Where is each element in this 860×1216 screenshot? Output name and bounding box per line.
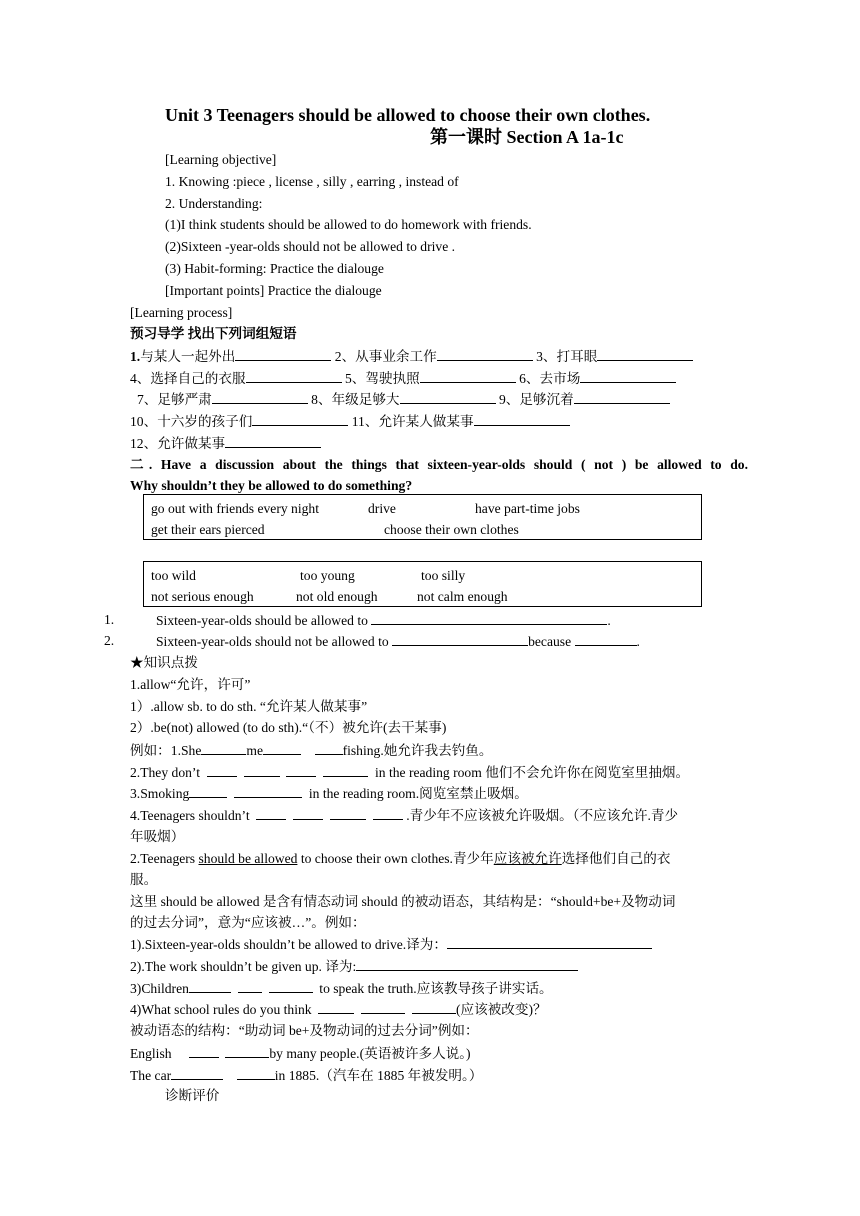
vocab-num: 3、 bbox=[536, 349, 557, 364]
translate-text: 2).The work shouldn’t be given up. 译为: bbox=[130, 959, 357, 974]
example-text: The car bbox=[130, 1068, 172, 1083]
preview-heading: 预习导学 找出下列词组短语 bbox=[130, 326, 297, 341]
point-2: 2）.be(not) allowed (to do sth).“（不）被允许(去干某事) bbox=[130, 720, 447, 735]
vocab-item: 允许做某事 bbox=[157, 436, 226, 451]
example-4-cont: 年吸烟） bbox=[130, 829, 185, 844]
translate-2 bbox=[130, 957, 578, 976]
explanation-2: 的过去分词”，意为“应该被…”。例如： bbox=[130, 915, 366, 930]
example-text: in the reading room.阅览室禁止吸烟。 bbox=[308, 786, 528, 801]
translate-text: 4)What school rules do you think bbox=[130, 1002, 312, 1017]
vocab-item: 去市场 bbox=[539, 371, 581, 386]
answer-blank[interactable] bbox=[256, 806, 286, 820]
translate-3 bbox=[130, 979, 553, 998]
sentence-2-num: 2. bbox=[104, 633, 115, 648]
vocab-num: 1. bbox=[130, 349, 141, 364]
sentence-1 bbox=[156, 611, 611, 630]
answer-blank[interactable] bbox=[412, 1000, 456, 1014]
page-subtitle: 第一课时 Section A 1a-1c bbox=[430, 127, 624, 147]
answer-blank[interactable] bbox=[574, 390, 670, 404]
example-text: 2.They don’t bbox=[130, 765, 200, 780]
reason-item: not serious enough bbox=[151, 589, 254, 604]
example-3 bbox=[130, 784, 528, 803]
objective-u3: (3) Habit-forming: Practice the dialouge bbox=[165, 261, 384, 276]
answer-blank[interactable] bbox=[447, 935, 652, 949]
answer-blank[interactable] bbox=[371, 611, 607, 625]
vocab-item: 允许某人做某事 bbox=[378, 414, 474, 429]
point-3 bbox=[130, 850, 670, 868]
answer-blank[interactable] bbox=[315, 741, 343, 755]
answer-blank[interactable] bbox=[400, 390, 496, 404]
example-2 bbox=[130, 763, 689, 782]
answer-blank[interactable] bbox=[474, 412, 570, 426]
vocab-row-5 bbox=[130, 434, 321, 453]
points-heading: ★知识点拨 bbox=[130, 655, 198, 670]
sentence-2-because: because bbox=[528, 634, 572, 649]
answer-blank[interactable] bbox=[252, 412, 348, 426]
answer-blank[interactable] bbox=[201, 741, 246, 755]
vocab-item: 选择自己的衣服 bbox=[150, 371, 246, 386]
page-title: Unit 3 Teenagers should be allowed to choose their own clothes. bbox=[165, 105, 651, 125]
example-4 bbox=[130, 806, 678, 825]
answer-blank[interactable] bbox=[323, 763, 368, 777]
objective-heading: [Learning objective] bbox=[165, 152, 277, 167]
translate-4 bbox=[130, 1000, 547, 1019]
translate-text: 3)Children bbox=[130, 981, 189, 996]
vocab-item: 打耳眼 bbox=[556, 349, 598, 364]
activity-item: choose their own clothes bbox=[384, 522, 519, 537]
point-3-text: 2.Teenagers bbox=[130, 851, 199, 866]
point-3-underline: should be allowed bbox=[198, 851, 298, 866]
example-text: fishing.她允许我去钓鱼。 bbox=[342, 743, 493, 758]
activity-item: have part-time jobs bbox=[475, 501, 580, 516]
translate-text: to speak the truth.应该教导孩子讲实话。 bbox=[319, 981, 553, 996]
vocab-num: 4、 bbox=[130, 371, 151, 386]
sentence-1-num: 1. bbox=[104, 612, 115, 627]
vocab-row-3 bbox=[137, 390, 670, 409]
reason-item: too young bbox=[300, 568, 355, 583]
answer-blank[interactable] bbox=[246, 369, 342, 383]
vocab-item: 从事业余工作 bbox=[355, 349, 437, 364]
answer-blank[interactable] bbox=[207, 763, 237, 777]
vocab-row-2 bbox=[130, 369, 676, 388]
point-3-underline: 应该被允许 bbox=[493, 851, 562, 866]
reason-item: too silly bbox=[421, 568, 466, 583]
activity-item: get their ears pierced bbox=[151, 522, 265, 537]
passive-structure: 被动语态的结构：“助动词 be+及物动词的过去分词”例如： bbox=[130, 1023, 479, 1038]
translate-text: 1).Sixteen-year-olds shouldn’t be allowed to drive.译为： bbox=[130, 937, 447, 952]
point-allow: 1.allow“允许，许可” bbox=[130, 677, 251, 692]
point-3-text: to choose their own clothes.青少年 bbox=[297, 851, 494, 866]
vocab-num: 7、 bbox=[137, 392, 158, 407]
example-text: .青少年不应该被允许吸烟。（不应该允许.青少 bbox=[406, 808, 679, 823]
answer-blank[interactable] bbox=[318, 1000, 354, 1014]
activity-item: go out with friends every night bbox=[151, 501, 320, 516]
vocab-num: 8、 bbox=[311, 392, 332, 407]
vocab-row-1 bbox=[130, 347, 693, 366]
example-text: me bbox=[246, 743, 263, 758]
answer-blank[interactable] bbox=[420, 369, 516, 383]
example-1 bbox=[130, 741, 493, 760]
reason-item: not old enough bbox=[296, 589, 378, 604]
important-points: [Important points] Practice the dialouge bbox=[165, 283, 382, 298]
answer-blank[interactable] bbox=[437, 347, 533, 361]
example-text: 例如：1.She bbox=[130, 743, 202, 758]
vocab-num: 5、 bbox=[344, 371, 366, 386]
answer-blank[interactable] bbox=[212, 390, 308, 404]
reason-item: not calm enough bbox=[417, 589, 508, 604]
example-text: 3.Smoking bbox=[130, 786, 190, 801]
vocab-num: 12、 bbox=[130, 436, 158, 451]
objective-u1: (1)I think students should be allowed to do homework with friends. bbox=[165, 217, 532, 232]
translate-1 bbox=[130, 935, 652, 954]
answer-blank[interactable] bbox=[237, 1066, 275, 1080]
answer-blank[interactable] bbox=[225, 1044, 269, 1058]
activities-box bbox=[143, 494, 702, 540]
vocab-item: 驾驶执照 bbox=[365, 371, 420, 386]
sentence-2-text: Sixteen-year-olds should not be allowed to bbox=[156, 634, 389, 649]
answer-blank[interactable] bbox=[189, 784, 227, 798]
vocab-item: 足够沉着 bbox=[519, 392, 574, 407]
discussion-heading-line2: Why shouldn’t they be allowed to do something? bbox=[130, 478, 413, 493]
answer-blank[interactable] bbox=[269, 979, 313, 993]
objective-u2: (2)Sixteen -year-olds should not be allowed to drive . bbox=[165, 239, 456, 254]
example-text: English bbox=[130, 1046, 172, 1061]
answer-blank[interactable] bbox=[361, 1000, 405, 1014]
passive-example-2 bbox=[130, 1066, 482, 1085]
point-1: 1）.allow sb. to do sth. “允许某人做某事” bbox=[130, 699, 368, 714]
vocab-num: 6、 bbox=[519, 371, 540, 386]
point-3-cont: 服。 bbox=[130, 872, 158, 887]
point-3-text: 选择他们自己的衣 bbox=[561, 851, 671, 866]
sentence-1-text: Sixteen-year-olds should be allowed to bbox=[156, 613, 368, 628]
reasons-box bbox=[143, 561, 702, 607]
explanation-1: 这里 should be allowed 是含有情态动词 should 的被动语态，其结构是：“should+be+及物动词 bbox=[130, 894, 676, 909]
activity-item: drive bbox=[368, 501, 396, 516]
example-text: 4.Teenagers shouldn’t bbox=[130, 808, 250, 823]
answer-blank[interactable] bbox=[373, 806, 403, 820]
answer-blank[interactable] bbox=[286, 763, 316, 777]
vocab-item: 足够严肃 bbox=[157, 392, 212, 407]
translate-text: (应该被改变)？ bbox=[456, 1002, 547, 1017]
reason-item: too wild bbox=[151, 568, 196, 583]
answer-blank[interactable] bbox=[225, 434, 321, 448]
diagnosis-heading: 诊断评价 bbox=[165, 1088, 220, 1103]
vocab-item: 与某人一起外出 bbox=[140, 349, 236, 364]
answer-blank[interactable] bbox=[330, 806, 366, 820]
answer-blank[interactable] bbox=[580, 369, 676, 383]
sentence-end: . bbox=[607, 613, 611, 628]
vocab-num: 2、 bbox=[334, 349, 356, 364]
objective-understanding: 2. Understanding: bbox=[165, 196, 263, 211]
answer-blank[interactable] bbox=[356, 957, 578, 971]
passive-example-1 bbox=[130, 1044, 471, 1063]
answer-blank[interactable] bbox=[293, 806, 323, 820]
vocab-num: 9、 bbox=[498, 392, 520, 407]
example-text: in the reading room 他们不会允许你在阅览室里抽烟。 bbox=[374, 765, 690, 780]
discussion-heading-line1: 二. Have a discussion about the things that sixteen-year-olds should ( not ) be allowed to do. bbox=[130, 457, 748, 472]
objective-knowing: 1. Knowing :piece , license , silly , earring , instead of bbox=[165, 174, 459, 189]
answer-blank[interactable] bbox=[575, 632, 637, 646]
answer-blank[interactable] bbox=[392, 632, 528, 646]
sentence-2 bbox=[156, 632, 640, 651]
example-text: in 1885.（汽车在 1885 年被发明。） bbox=[274, 1068, 483, 1083]
answer-blank[interactable] bbox=[234, 784, 302, 798]
answer-blank[interactable] bbox=[597, 347, 693, 361]
answer-blank[interactable] bbox=[238, 979, 262, 993]
answer-blank[interactable] bbox=[235, 347, 331, 361]
answer-blank[interactable] bbox=[189, 979, 231, 993]
vocab-item: 十六岁的孩子们 bbox=[157, 414, 253, 429]
vocab-item: 年级足够大 bbox=[331, 392, 400, 407]
process-heading: [Learning process] bbox=[130, 305, 233, 320]
answer-blank[interactable] bbox=[263, 741, 301, 755]
sentence-end: . bbox=[636, 634, 640, 649]
example-text: by many people.(英语被许多人说。) bbox=[269, 1046, 471, 1061]
answer-blank[interactable] bbox=[244, 763, 280, 777]
vocab-num: 11、 bbox=[351, 414, 379, 429]
vocab-row-4 bbox=[130, 412, 570, 431]
answer-blank[interactable] bbox=[171, 1066, 223, 1080]
vocab-num: 10、 bbox=[130, 414, 158, 429]
answer-blank[interactable] bbox=[189, 1044, 219, 1058]
